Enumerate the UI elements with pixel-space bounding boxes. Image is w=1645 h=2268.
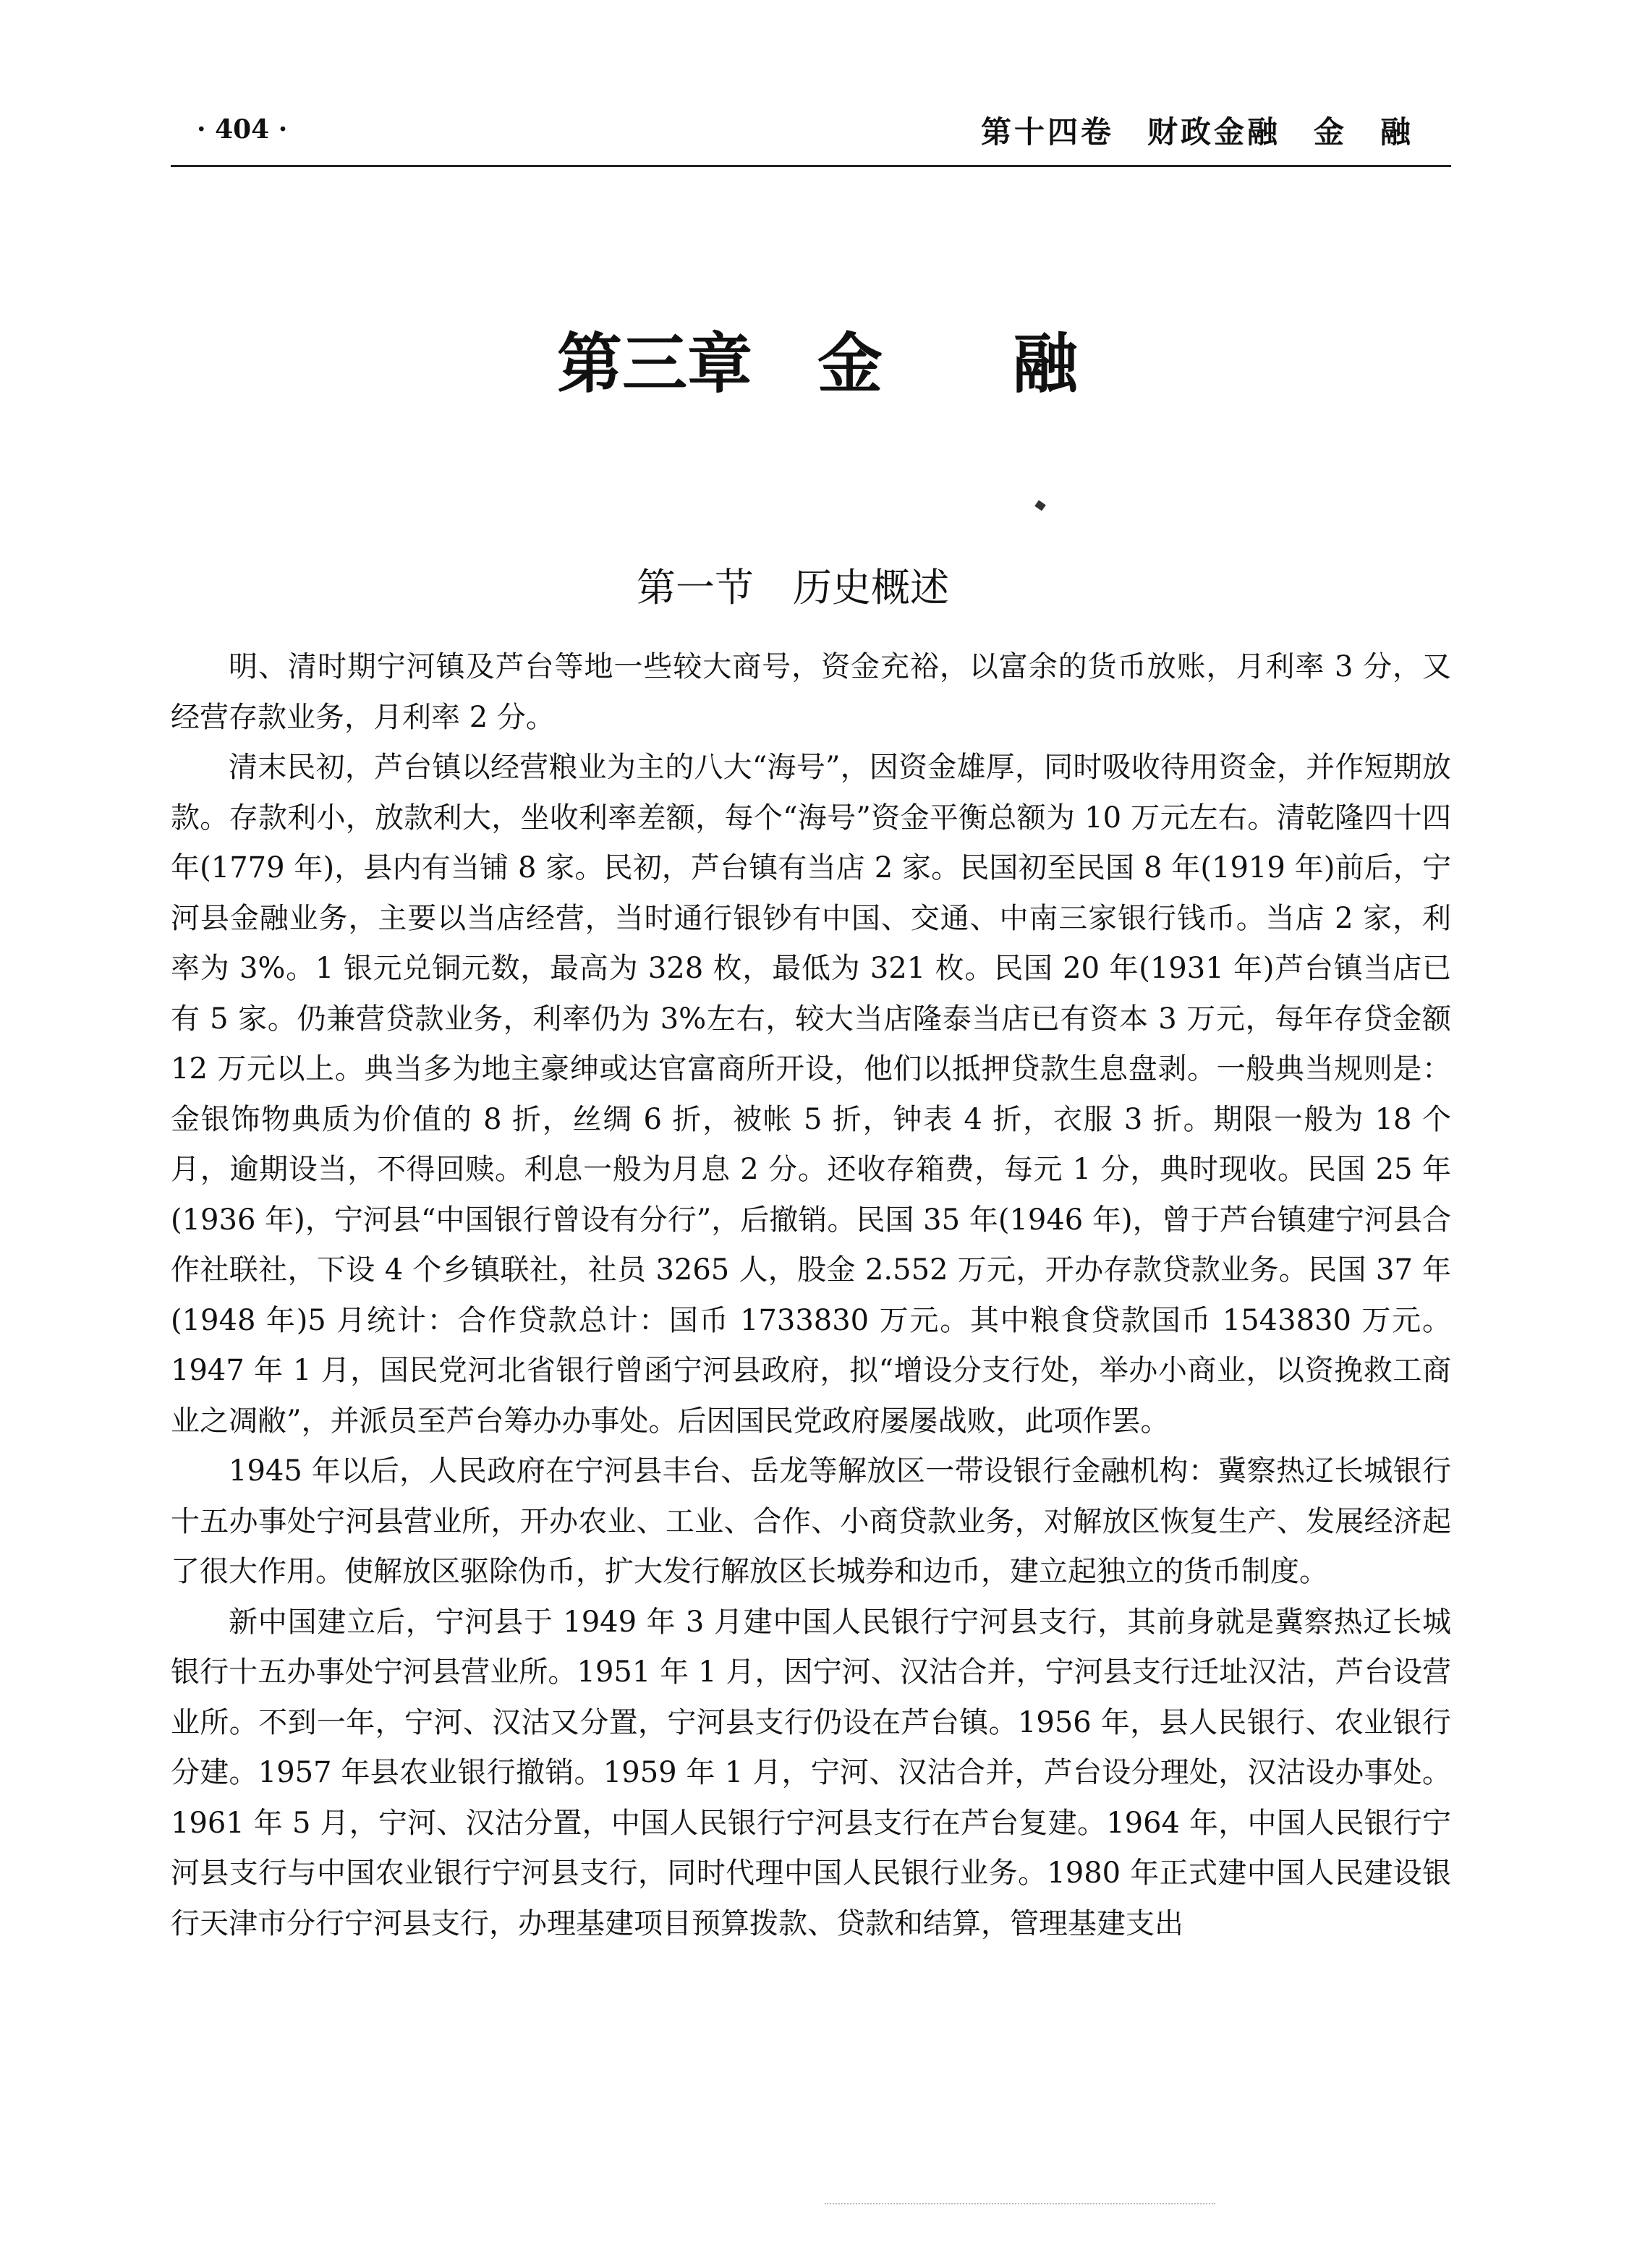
section-title: 第一节 历史概述 <box>637 565 949 610</box>
page-number: · 404 · <box>197 114 288 145</box>
scan-mark <box>1034 500 1046 511</box>
chapter-title: 第三章 金 融 <box>557 326 1078 402</box>
header-rule <box>171 165 1451 167</box>
paragraph: 1945 年以后，人民政府在宁河县丰台、岳龙等解放区一带设银行金融机构：冀察热辽长城银行十五办事处宁河县营业所，开办农业、工业、合作、小商贷款业务，对解放区恢复生产、发展经济起了很大作用。使解放区驱除伪币，扩大发行解放区长城券和边币，建立起独立的货币制度。 <box>171 1454 1451 1588</box>
page-header <box>171 108 1451 166</box>
paragraph: 新中国建立后，宁河县于 1949 年 3 月建中国人民银行宁河县支行，其前身就是冀察热辽长城银行十五办事处宁河县营业所。1951 年 1 月，因宁河、汉沽合并，宁河县支行迁址汉沽，芦台设营业所。不到一年，宁河、汉沽又分置，宁河县支行仍设在芦台镇。1956 年，县人民银行、农业银行分建。1957 年县农业银行撤销。1959 年 1 月，宁河、汉沽合并，芦台设分理处，汉沽设办事处。1961 年 5 月，宁河、汉沽分置，中国人民银行宁河县支行在芦台复建。1964 年，中国人民银行宁河县支行与中国农业银行宁河县支行，同时代理中国人民银行业务。1980 年正式建中国人民建设银行天津市分行宁河县支行，办理基建项目预算拨款、贷款和结算，管理基建支出 <box>171 1605 1451 1940</box>
body-text <box>171 642 1451 1949</box>
running-head: 第十四卷 财政金融 金 融 <box>980 114 1414 150</box>
scan-noise <box>825 2203 1215 2204</box>
paragraph: 清末民初，芦台镇以经营粮业为主的八大“海号”，因资金雄厚，同时吸收待用资金，并作短期放款。存款利小，放款利大，坐收利率差额，每个“海号”资金平衡总额为 10 万元左右。清乾隆四十四年(1779 年)，县内有当铺 8 家。民初，芦台镇有当店 2 家。民国初至民国 8 年(1919 年)前后，宁河县金融业务，主要以当店经营，当时通行银钞有中国、交通、中南三家银行钱币。当店 2 家，利率为 3%。1 银元兑铜元数，最高为 328 枚，最低为 321 枚。民国 20 年(1931 年)芦台镇当店已有 5 家。仍兼营贷款业务，利率仍为 3%左右，较大当店隆泰当店已有资本 3 万元，每年存贷金额 12 万元以上。典当多为地主豪绅或达官富商所开设，他们以抵押贷款生息盘剥。一般典当规则是：金银饰物典质为价值的 8 折，丝绸 6 折，被帐 5 折，钟表 4 折，衣服 3 折。期限一般为 18 个月，逾期设当，不得回赎。利息一般为月息 2 分。还收存箱费，每元 1 分，典时现收。民国 25 年(1936 年)，宁河县“中国银行曾设有分行”，后撤销。民国 35 年(1946 年)，曾于芦台镇建宁河县合作社联社，下设 4 个乡镇联社，社员 3265 人，股金 2.552 万元，开办存款贷款业务。民国 37 年(1948 年)5 月统计：合作贷款总计：国币 1733830 万元。其中粮食贷款国币 1543830 万元。1947 年 1 月，国民党河北省银行曾函宁河县政府，拟“增设分支行处，举办小商业，以资挽救工商业之凋敝”，并派员至芦台筹办办事处。后因国民党政府屡屡战败，此项作罢。 <box>171 751 1451 1438</box>
paragraph: 明、清时期宁河镇及芦台等地一些较大商号，资金充裕，以富余的货币放账，月利率 3 分，又经营存款业务，月利率 2 分。 <box>171 650 1451 734</box>
